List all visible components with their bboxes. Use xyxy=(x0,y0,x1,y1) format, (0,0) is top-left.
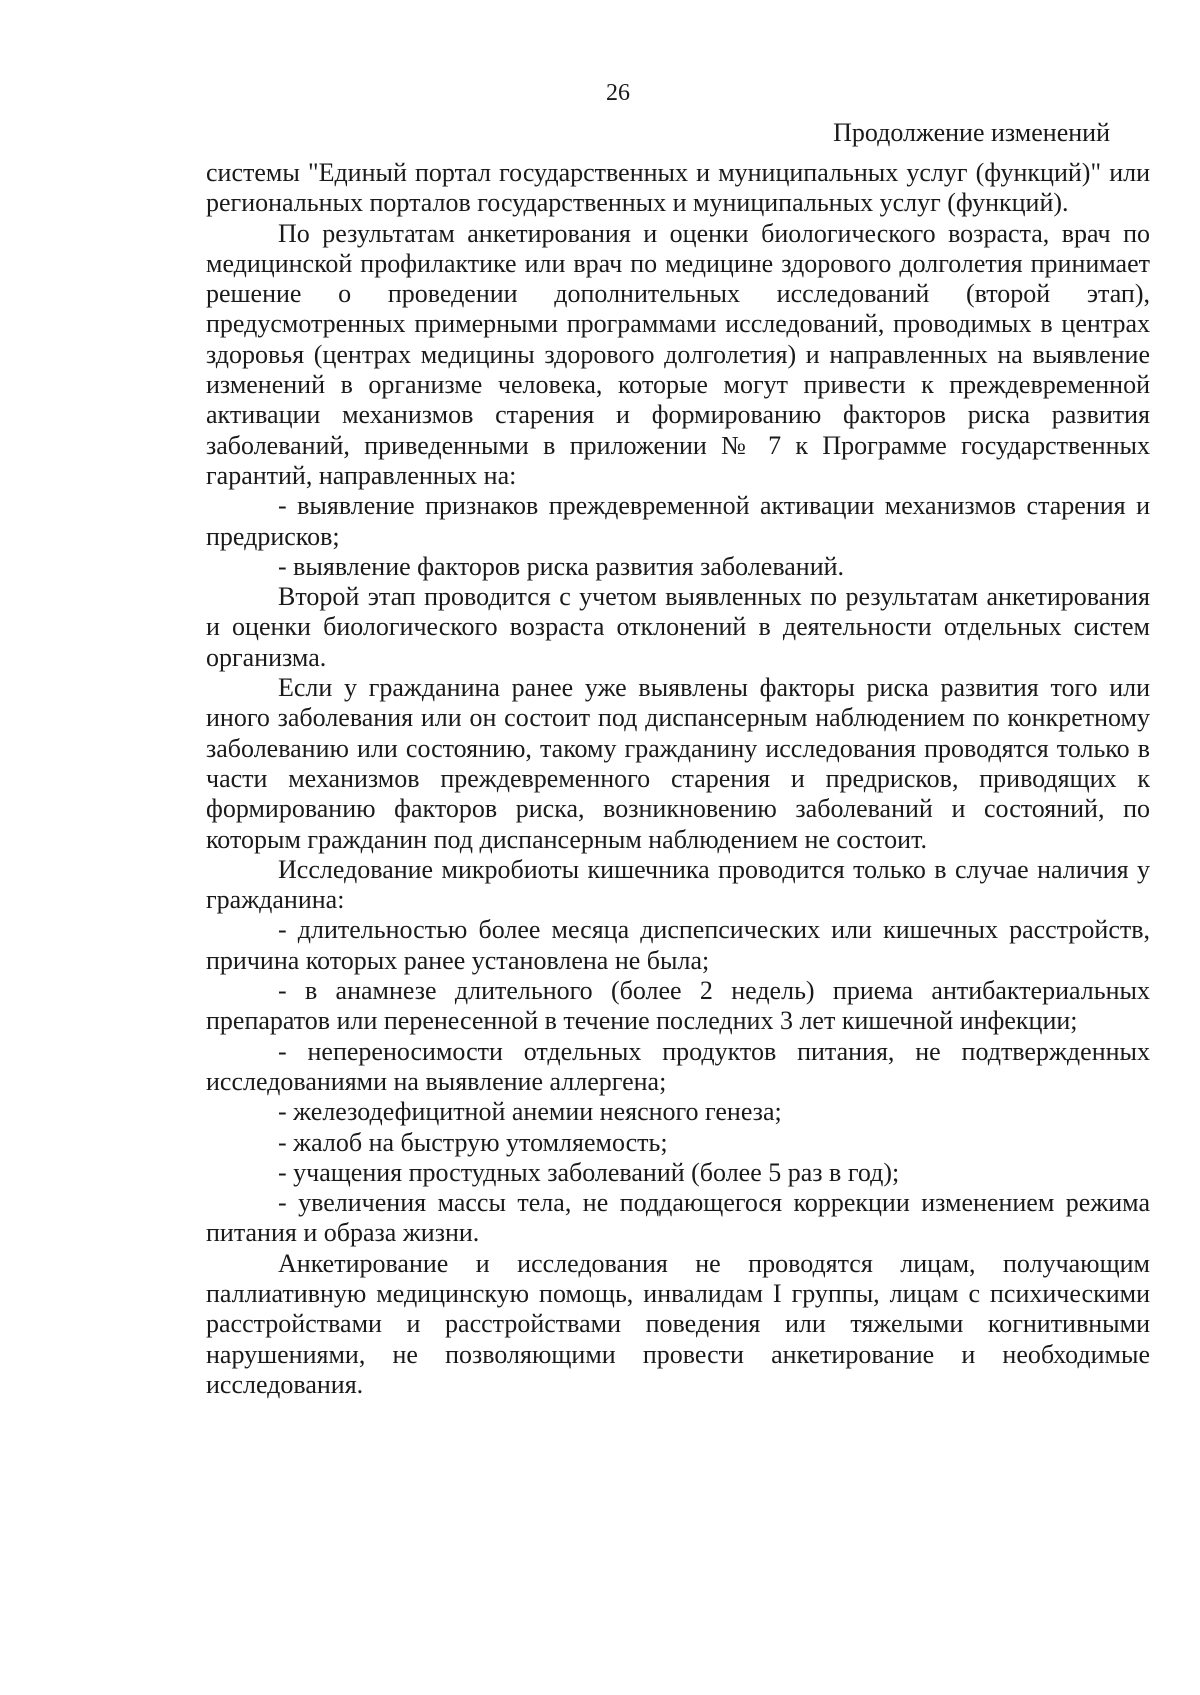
paragraph: Исследование микробиоты кишечника проводится только в случае наличия у гражданина: xyxy=(206,854,1150,915)
list-item: - длительностью более месяца диспепсических или кишечных расстройств, причина которых ранее установлена не была; xyxy=(206,915,1150,975)
list-item: - выявление признаков преждевременной активации механизмов старения и предрисков; xyxy=(206,491,1150,551)
paragraph: системы "Единый портал государственных и муниципальных услуг (функций)" или региональных порталов государственных и муниципальных услуг (функций). xyxy=(206,158,1150,218)
paragraph: Анкетирование и исследования не проводятся лицам, получающим паллиативную медицинскую помощь, инвалидам I группы, лицам с психическими расстройствами и расстройствами поведения или тяжелыми когнитивными нарушениями, не позволяющими провести анкетирование и необходимые исследования. xyxy=(206,1248,1150,1399)
page-number: 26 xyxy=(606,80,630,106)
paragraph: По результатам анкетирования и оценки биологического возраста, врач по медицинской профилактике или врач по медицине здорового долголетия принимает решение о проведении дополнительных исследований (второй этап), предусмотренных примерными программами исследований, проводимых в центрах здоровья (центрах медицины здорового долголетия) и направленных на выявление изменений в организме человека, которые могут привести к преждевременной активации механизмов старения и формированию факторов риска развития заболеваний, приведенными в приложении № 7 к Программе государственных гарантий, направленных на: xyxy=(206,218,1150,490)
paragraph: Второй этап проводится с учетом выявленных по результатам анкетирования и оценки биологического возраста отклонений в деятельности отдельных систем организма. xyxy=(206,582,1150,672)
list-item: - учащения простудных заболеваний (более 5 раз в год); xyxy=(278,1157,900,1187)
list-item: - жалоб на быструю утомляемость; xyxy=(278,1127,668,1157)
list-item: - увеличения массы тела, не поддающегося коррекции изменением режима питания и образа жизни. xyxy=(206,1188,1150,1248)
list-item: - железодефицитной анемии неясного генеза; xyxy=(278,1097,782,1127)
continuation-header: Продолжение изменений xyxy=(833,118,1110,147)
paragraph: Если у гражданина ранее уже выявлены факторы риска развития того или иного заболевания или он состоит под диспансерным наблюдением по конкретному заболеванию или состоянию, такому гражданину исследования проводятся только в части механизмов преждевременного старения и предрисков, приводящих к формированию факторов риска, возникновению заболеваний и состояний, по которым гражданин под диспансерным наблюдением не состоит. xyxy=(206,673,1150,854)
document-body xyxy=(206,158,1150,1400)
list-item: - выявление факторов риска развития заболеваний. xyxy=(278,551,845,581)
list-item: - непереносимости отдельных продуктов питания, не подтвержденных исследованиями на выявление аллергена; xyxy=(206,1036,1150,1096)
list-item: - в анамнезе длительного (более 2 недель) приема антибактериальных препаратов или перенесенной в течение последних 3 лет кишечной инфекции; xyxy=(206,976,1150,1036)
